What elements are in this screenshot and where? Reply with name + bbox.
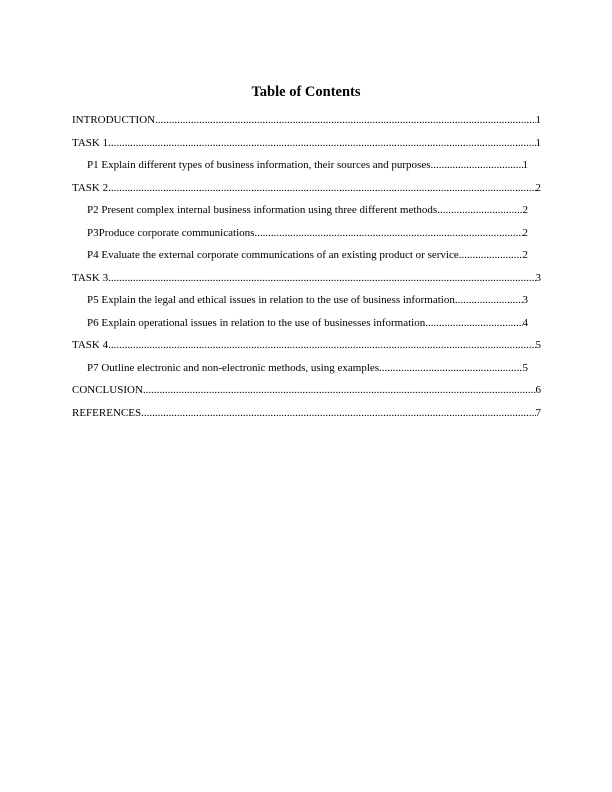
- toc-entry-page: 6: [535, 384, 541, 396]
- dot-leader: [108, 271, 535, 294]
- toc-entry-page: 5: [535, 339, 541, 351]
- toc-entry-label: CONCLUSION: [72, 384, 143, 396]
- toc-entry[interactable]: [72, 406, 541, 429]
- dot-leader: [425, 316, 522, 339]
- toc-entry-label: REFERENCES: [72, 406, 142, 419]
- dot-leader: [430, 158, 522, 181]
- toc-entry[interactable]: [72, 316, 528, 339]
- toc-entry-page: 3: [535, 271, 541, 284]
- toc-entry-page: 4: [522, 316, 528, 329]
- toc-entry-label: TASK 3: [72, 271, 109, 284]
- toc-entry[interactable]: [72, 136, 541, 159]
- toc-entry[interactable]: [72, 181, 541, 204]
- toc-title: Table of Contents: [251, 84, 361, 100]
- dot-leader: [379, 361, 522, 384]
- toc-entry-label: P2 Present complex internal business information using three different methods: [87, 204, 438, 216]
- toc-entry[interactable]: [72, 293, 528, 316]
- dot-leader: [108, 136, 535, 159]
- toc-entry-page: 2: [535, 181, 541, 194]
- toc-entry-label: TASK 1: [72, 136, 109, 149]
- toc-entry[interactable]: [72, 271, 541, 294]
- toc-entry-label: P7 Outline electronic and non-electronic methods, using examples: [87, 361, 380, 374]
- toc-entry[interactable]: [72, 203, 528, 226]
- dot-leader: [254, 226, 522, 249]
- toc-entry-page: 1: [535, 136, 541, 149]
- toc-entry-page: 7: [535, 406, 541, 419]
- dot-leader: [108, 181, 535, 204]
- dot-leader: [108, 338, 535, 361]
- toc-entry-page: 1: [535, 114, 541, 126]
- dot-leader: [459, 248, 523, 271]
- toc-entry-page: 2: [522, 226, 528, 239]
- toc-entry[interactable]: [72, 383, 541, 406]
- toc-entry-label: P3Produce corporate communications: [87, 226, 255, 239]
- toc-entry-label: TASK 2: [72, 181, 109, 194]
- toc-entry-page: 3: [522, 294, 528, 306]
- toc-entry-label: P5 Explain the legal and ethical issues in relation to the use of business information: [87, 294, 455, 306]
- toc-entry[interactable]: [72, 248, 528, 271]
- toc-entry[interactable]: [72, 361, 528, 384]
- dot-leader: [143, 383, 536, 406]
- toc-entry-label: TASK 4: [72, 339, 109, 351]
- dot-leader: [437, 203, 522, 226]
- toc-entry[interactable]: [72, 113, 541, 136]
- dot-leader: [141, 406, 535, 429]
- toc-entry[interactable]: [72, 226, 528, 249]
- toc-entry-page: 5: [522, 361, 528, 374]
- toc-entry-page: 2: [522, 204, 528, 216]
- toc-entry-label: P6 Explain operational issues in relation to the use of businesses information: [87, 316, 426, 329]
- toc-entry-label: INTRODUCTION: [72, 114, 156, 126]
- toc-entry-label: P1 Explain different types of business information, their sources and purposes: [87, 159, 431, 171]
- toc-entry-page: 1: [522, 159, 528, 171]
- toc-entry-page: 2: [522, 249, 528, 261]
- dot-leader: [455, 293, 523, 316]
- table-of-contents: [72, 113, 541, 428]
- toc-entry-label: P4 Evaluate the external corporate communications of an existing product or service: [87, 249, 459, 261]
- toc-entry[interactable]: [72, 338, 541, 361]
- dot-leader: [155, 113, 535, 136]
- toc-entry[interactable]: [72, 158, 528, 181]
